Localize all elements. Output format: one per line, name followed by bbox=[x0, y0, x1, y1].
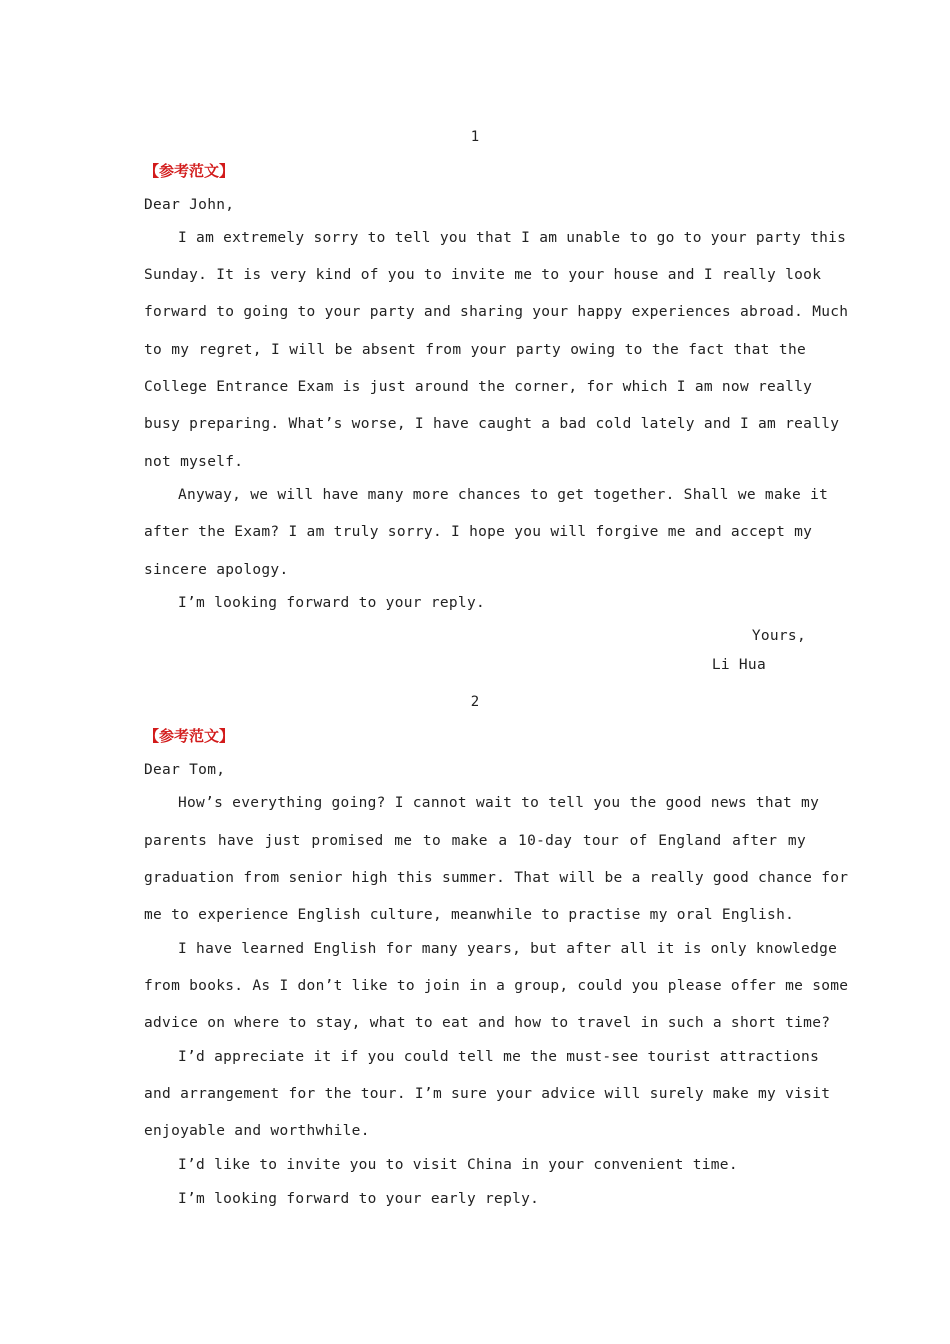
paragraph-line: not myself. bbox=[144, 454, 244, 470]
paragraph-line: after the Exam? I am truly sorry. I hope you will forgive me and accept my bbox=[144, 524, 813, 540]
paragraph-line: Anyway, we will have many more chances to get together. Shall we make it bbox=[178, 487, 829, 503]
paragraph-line: Sunday. It is very kind of you to invite me to your house and I really look bbox=[144, 267, 822, 283]
letter-closing: Yours, bbox=[751, 628, 806, 644]
letter-signature: Li Hua bbox=[711, 657, 766, 673]
letter-greeting: Dear Tom, bbox=[144, 762, 226, 778]
paragraph-line: and arrangement for the tour. I’m sure your advice will surely make my visit bbox=[144, 1086, 831, 1102]
section-number: 2 bbox=[470, 694, 480, 710]
section-number: 1 bbox=[470, 129, 480, 145]
paragraph-line: enjoyable and worthwhile. bbox=[144, 1123, 370, 1139]
paragraph-line: I’m looking forward to your reply. bbox=[178, 595, 486, 611]
paragraph-line: forward to going to your party and sharing your happy experiences abroad. Much bbox=[144, 304, 849, 320]
paragraph-line: from books. As I don’t like to join in a group, could you please offer me some bbox=[144, 978, 849, 994]
paragraph-line: advice on where to stay, what to eat and how to travel in such a short time? bbox=[144, 1015, 831, 1031]
paragraph-line: How’s everything going? I cannot wait to tell you the good news that my bbox=[178, 795, 820, 811]
paragraph-line: sincere apology. bbox=[144, 562, 289, 578]
paragraph-line: I’m looking forward to your early reply. bbox=[178, 1191, 540, 1207]
paragraph-line: I’d like to invite you to visit China in your convenient time. bbox=[178, 1157, 738, 1173]
paragraph-line: parents have just promised me to make a 10-day tour of England after my bbox=[144, 833, 806, 849]
paragraph-line: me to experience English culture, meanwhile to practise my oral English. bbox=[144, 907, 795, 923]
reference-tag: 【参考范文】 bbox=[144, 162, 235, 180]
paragraph-line: I am extremely sorry to tell you that I am unable to go to your party this bbox=[178, 230, 847, 246]
reference-tag: 【参考范文】 bbox=[144, 727, 235, 745]
paragraph-line: to my regret, I will be absent from your party owing to the fact that the bbox=[144, 342, 806, 358]
paragraph-line: I have learned English for many years, but after all it is only knowledge bbox=[178, 941, 838, 957]
paragraph-line: I’d appreciate it if you could tell me the must-see tourist attractions bbox=[178, 1049, 820, 1065]
paragraph-line: graduation from senior high this summer. That will be a really good chance for bbox=[144, 870, 849, 886]
paragraph-line: College Entrance Exam is just around the corner, for which I am now really bbox=[144, 379, 813, 395]
paragraph-line: busy preparing. What’s worse, I have caught a bad cold lately and I am really bbox=[144, 416, 840, 432]
letter-greeting: Dear John, bbox=[144, 197, 235, 213]
